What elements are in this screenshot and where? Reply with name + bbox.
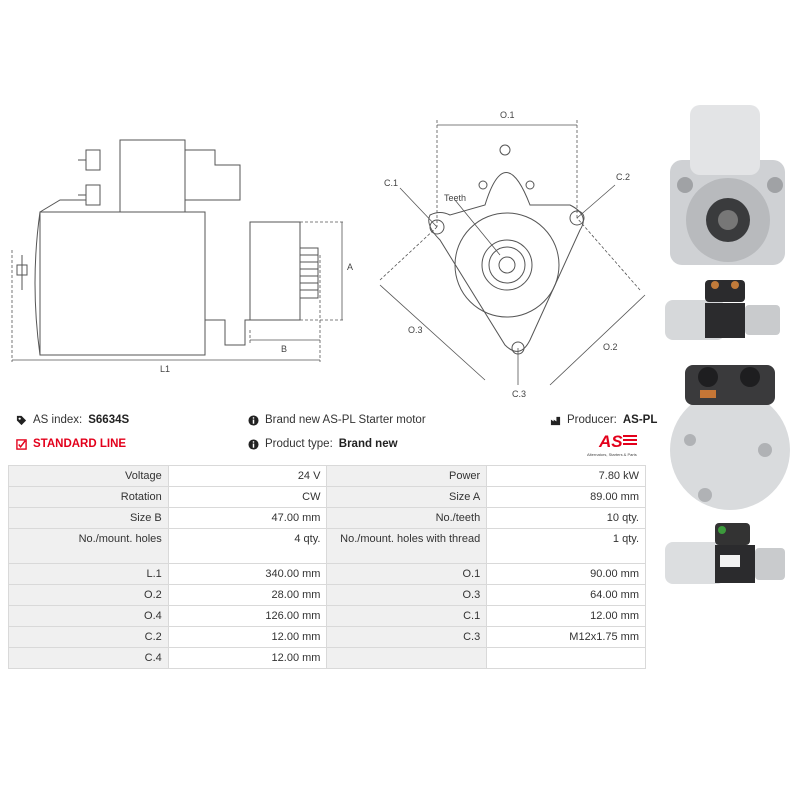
spec-label: Size B (9, 508, 169, 529)
spec-row (9, 564, 646, 585)
label-c3: C.3 (512, 389, 527, 399)
spec-value: 7.80 kW (487, 466, 646, 487)
spec-row (9, 627, 646, 648)
product-photos (655, 95, 800, 595)
producer-row (550, 414, 657, 426)
tag-icon (16, 415, 27, 426)
as-index-label: AS index: (33, 414, 83, 426)
spec-row (9, 466, 646, 487)
spec-label: Size A (327, 487, 487, 508)
technical-drawing (0, 100, 660, 400)
producer-label: Producer: (567, 414, 617, 426)
motor-body (40, 212, 205, 355)
spec-label: Voltage (9, 466, 169, 487)
spec-label: O.3 (327, 585, 487, 606)
specs-table (8, 465, 646, 669)
spec-row (9, 487, 646, 508)
spec-label: L.1 (9, 564, 169, 585)
spec-value: 64.00 mm (487, 585, 646, 606)
spec-value: 340.00 mm (168, 564, 327, 585)
label-l1: L1 (160, 364, 171, 374)
spec-value: 47.00 mm (168, 508, 327, 529)
spec-row (9, 648, 646, 669)
label-c1: C.1 (384, 178, 399, 188)
description-row (248, 414, 426, 426)
spec-value: 12.00 mm (168, 627, 327, 648)
spec-value: 1 qty. (487, 529, 646, 564)
spec-value: 24 V (168, 466, 327, 487)
photo-front-view[interactable] (660, 100, 800, 275)
solenoid (120, 140, 185, 212)
spec-label: C.1 (327, 606, 487, 627)
label-o1: O.1 (500, 110, 515, 120)
spec-label: O.4 (9, 606, 169, 627)
spec-value: 12.00 mm (168, 648, 327, 669)
as-logo-mark (582, 430, 652, 460)
spec-label: No./mount. holes (9, 529, 169, 564)
as-index-row (16, 414, 129, 426)
factory-icon (550, 415, 561, 426)
spec-value: 28.00 mm (168, 585, 327, 606)
spec-value: 126.00 mm (168, 606, 327, 627)
spec-label: O.2 (9, 585, 169, 606)
spec-label: C.2 (9, 627, 169, 648)
label-c2: C.2 (616, 172, 631, 182)
photo-rear-view[interactable] (660, 355, 800, 515)
logo-text: AS (599, 432, 623, 451)
label-b: B (281, 344, 288, 354)
logo-tagline: Alternators, Starters & Parts (587, 452, 637, 457)
spec-value: 4 qty. (168, 529, 327, 564)
spec-label: Power (327, 466, 487, 487)
spec-value: 90.00 mm (487, 564, 646, 585)
photo-side-view[interactable] (660, 275, 800, 350)
spec-value: 12.00 mm (487, 606, 646, 627)
spec-label: No./teeth (327, 508, 487, 529)
spec-label (327, 648, 487, 669)
label-teeth: Teeth (444, 193, 467, 203)
description-text: Brand new AS-PL Starter motor (265, 414, 426, 426)
spec-row (9, 606, 646, 627)
spec-value (487, 648, 646, 669)
check-square-icon (16, 439, 27, 450)
producer-value: AS-PL (622, 414, 658, 426)
spec-row (9, 529, 646, 564)
spec-label: C.4 (9, 648, 169, 669)
spec-value: CW (168, 487, 327, 508)
product-type-label: Product type: (265, 438, 333, 450)
spec-value: 10 qty. (487, 508, 646, 529)
spec-row (9, 508, 646, 529)
spec-label: No./mount. holes with thread (327, 529, 487, 564)
as-logo (582, 430, 652, 460)
photo-label-view[interactable] (660, 520, 800, 595)
spec-row (9, 585, 646, 606)
label-a: A (347, 262, 354, 272)
info-icon (248, 415, 259, 426)
spec-label: C.3 (327, 627, 487, 648)
standard-line-row (16, 438, 126, 450)
info-icon (248, 439, 259, 450)
spec-value: 89.00 mm (487, 487, 646, 508)
spec-label: O.1 (327, 564, 487, 585)
as-index-value: S6634S (88, 414, 130, 426)
spec-value: M12x1.75 mm (487, 627, 646, 648)
flange-circle (455, 213, 559, 317)
standard-line-label: STANDARD LINE (33, 438, 127, 450)
spec-label: Rotation (9, 487, 169, 508)
label-o3: O.3 (408, 325, 423, 335)
product-type-value: Brand new (338, 438, 398, 450)
product-type-row (248, 438, 398, 450)
label-o2: O.2 (603, 342, 618, 352)
